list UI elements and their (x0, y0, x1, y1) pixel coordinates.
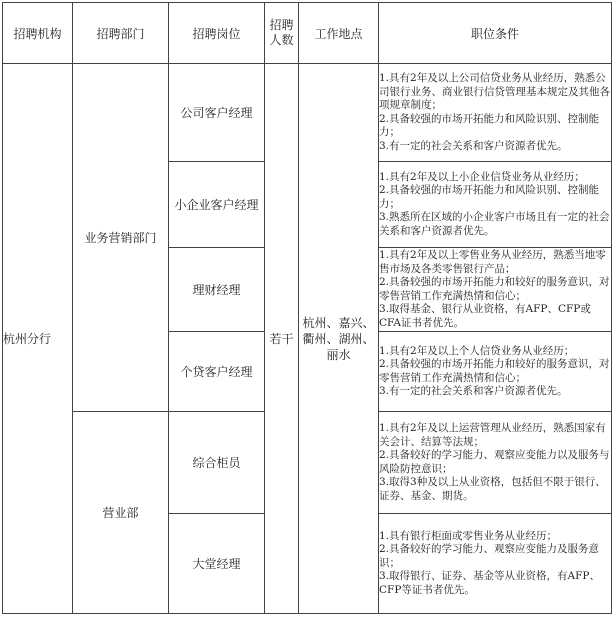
dept-cell-business: 营业部 (73, 412, 169, 614)
requirement-item: 2.具备较强的市场开拓能力和较好的服务意识，对零售营销工作充满热情和信心； (379, 276, 610, 302)
header-position: 招聘岗位 (169, 3, 265, 64)
requirement-item: 1.具有银行柜面或零售业务从业经历； (379, 529, 558, 542)
requirements-cell (379, 412, 612, 514)
requirement-item: 1.具有2年及以上小企业信贷业务从业经历； (379, 170, 585, 183)
requirements-cell (379, 514, 612, 614)
position-cell: 综合柜员 (169, 412, 265, 514)
header-location: 工作地点 (299, 3, 379, 64)
requirement-item: 3.有一定的社会关系和客户资源者优先。 (379, 139, 568, 152)
requirements-cell (379, 332, 612, 412)
requirements-cell (379, 248, 612, 332)
requirement-item: 1.具有2年及以上零售业务从业经历，熟悉当地零售市场及各类零售银行产品； (379, 249, 606, 275)
header-org: 招聘机构 (3, 3, 73, 64)
requirement-item: 2.具备较强的市场开拓能力和风险识别、控制能力； (379, 184, 600, 210)
header-row (3, 3, 612, 64)
requirements-cell (379, 162, 612, 248)
requirement-item: 3.熟悉所在区域的小企业客户市场且有一定的社会关系和客户资源者优先。 (379, 211, 610, 237)
requirements-cell (379, 64, 612, 162)
requirement-item: 3.有一定的社会关系和客户资源者优先。 (379, 385, 568, 397)
requirement-item: 3.取得基金、银行从业资格，有AFP、CFP或CFA证书者优先。 (379, 303, 591, 329)
position-cell: 公司客户经理 (169, 64, 265, 162)
position-cell: 理财经理 (169, 248, 265, 332)
recruitment-table (2, 2, 612, 614)
requirement-item: 1.具有2年及以上公司信贷业务从业经历，熟悉公司银行业务、商业银行信贷管理基本规定及其他各项规章制度； (379, 72, 610, 111)
header-dept: 招聘部门 (73, 3, 169, 64)
requirement-item: 3.取得3种及以上从业资格，包括但不限于银行、证券、基金、期货。 (379, 476, 606, 502)
org-cell: 杭州分行 (3, 64, 73, 614)
requirement-item: 2.具备较好的学习能力、观察应变能力及服务意识； (379, 543, 600, 569)
location-cell: 杭州、嘉兴、衢州、湖州、丽水 (299, 64, 379, 614)
position-cell: 个贷客户经理 (169, 332, 265, 412)
requirement-item: 1.具有2年及以上个人信贷业务从业经历； (379, 344, 575, 357)
position-cell: 大堂经理 (169, 514, 265, 614)
requirement-item: 2.具备较好的学习能力、观察应变能力以及服务与风险防控意识； (379, 449, 610, 475)
position-cell: 小企业客户经理 (169, 162, 265, 248)
requirement-item: 2.具备较强的市场开拓能力和较好的服务意识，对零售营销工作充满热情和信心； (379, 358, 610, 384)
count-cell: 若干 (265, 64, 299, 614)
requirement-item: 1.具有2年及以上运营管理从业经历，熟悉国家有关会计、结算等法规； (379, 422, 606, 448)
requirement-item: 2.具备较强的市场开拓能力和风险识别、控制能力； (379, 112, 600, 138)
dept-cell-sales: 业务营销部门 (73, 64, 169, 412)
header-requirements: 职位条件 (379, 3, 612, 64)
table-row (3, 64, 612, 162)
requirement-item: 3.取得银行、证券、基金等从业资格，有AFP、CFP等证书者优先。 (379, 570, 600, 596)
header-count: 招聘人数 (265, 3, 299, 64)
